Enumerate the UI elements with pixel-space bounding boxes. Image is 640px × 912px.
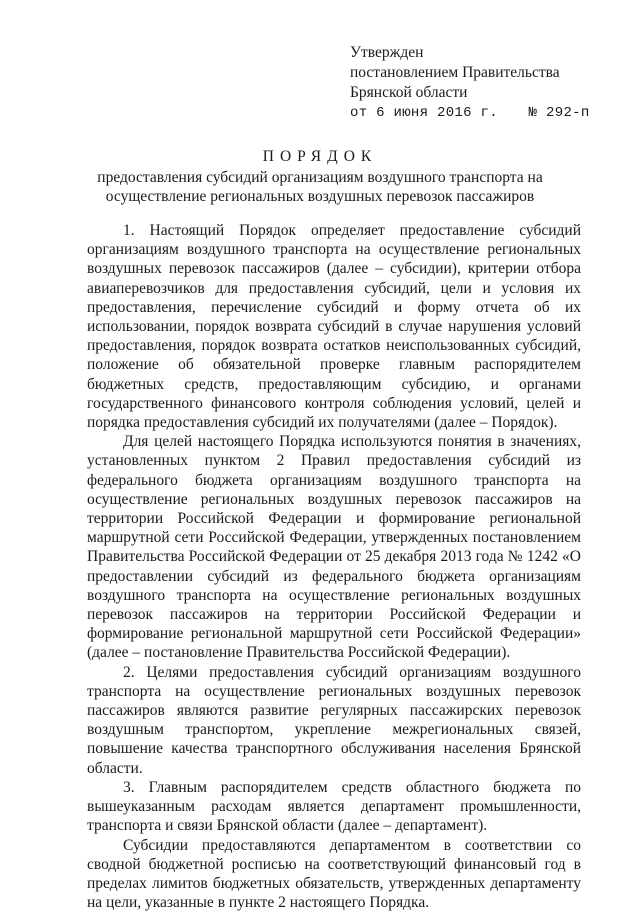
- approval-date: 6 июня 2016 г.: [376, 105, 498, 121]
- approval-date-line: [350, 103, 610, 123]
- paragraph-1: 1. Настоящий Порядок определяет предоставление субсидий организациям воздушного транспорта на осуществление региональных воздушных перевозок пассажиров (далее – субсидии), критерии отбора авиаперевозчиков для предоставления субсидий, цели и условия их предоставления, перечисление субсидий и форму отчета об их использовании, порядок возврата субсидий в случае нарушения условий предоставления, порядок возврата остатков неиспользованных субсидий, положение об обязательной проверке главным распорядителем бюджетных средств, предоставляющим субсидию, и органами государственного финансового контроля соблюдения условий, целей и порядка предоставления субсидий их получателями (далее – Порядок).: [87, 221, 581, 432]
- paragraph-subsidies: Субсидии предоставляются департаментом в соответствии со сводной бюджетной росписью на соответствующий финансовый год в пределах лимитов бюджетных обязательств, утвержденных департаменту на цели, указанные в пункте 2 настоящего Порядка.: [87, 836, 581, 912]
- document-body: [87, 221, 581, 912]
- approval-line-resolution: постановлением Правительства: [350, 63, 610, 83]
- paragraph-3: 3. Главным распорядителем средств областного бюджета по вышеуказанным расходам является департамент промышленности, транспорта и связи Брянской области (далее – департамент).: [87, 778, 581, 836]
- document-subtitle: предоставления субсидий организациям воздушного транспорта на осуществление региональных воздушных перевозок пассажиров: [80, 168, 560, 206]
- approval-number: № 292-п: [529, 103, 590, 123]
- paragraph-definitions: Для целей настоящего Порядка используются понятия в значениях, установленных пунктом 2 Правил предоставления субсидий из федерального бюджета организациям воздушного транспорта на осуществление региональных воздушных перевозок пассажиров на территории Российской Федерации и формирование региональной маршрутной сети Российской Федерации, утвержденных постановлением Правительства Российской Федерации от 25 декабря 2013 года № 1242 «О предоставлении субсидий из федерального бюджета организациям воздушного транспорта на осуществление региональных воздушных перевозок пассажиров на территории Российской Федерации и формирование региональной маршрутной сети Российской Федерации» (далее – постановление Правительства Российской Федерации).: [87, 432, 581, 662]
- approval-date-prefix: от: [350, 105, 367, 121]
- approval-line-approved: Утвержден: [350, 43, 610, 63]
- approval-stamp: [350, 43, 610, 123]
- document-title: ПОРЯДОК: [0, 147, 640, 167]
- approval-line-region: Брянской области: [350, 83, 610, 103]
- paragraph-2: 2. Целями предоставления субсидий организациям воздушного транспорта на осуществление региональных воздушных перевозок пассажиров являются развитие регулярных пассажирских перевозок воздушным транспортом, укрепление межрегиональных связей, повышение качества транспортного обслуживания населения Брянской области.: [87, 663, 581, 778]
